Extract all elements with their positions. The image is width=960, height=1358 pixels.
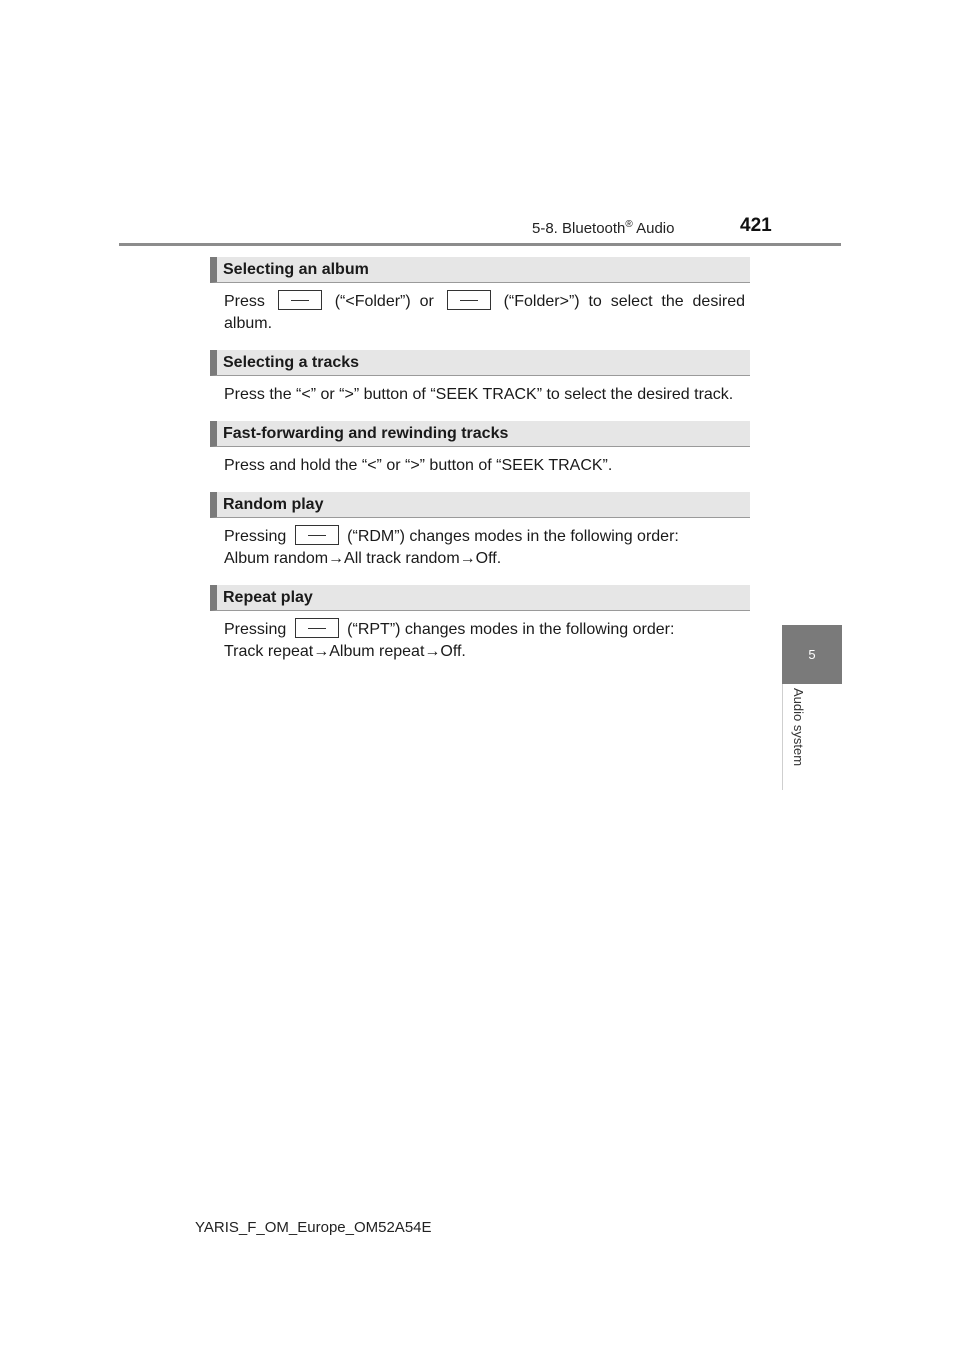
page-content xyxy=(210,257,750,678)
section-body: Press (“<Folder”) or (“Folder>”) to select the desired album. xyxy=(210,291,750,335)
registered-mark: ® xyxy=(625,219,633,230)
section-heading: Random play xyxy=(210,492,750,518)
page-number: 421 xyxy=(740,215,772,236)
section-heading: Selecting an album xyxy=(210,257,750,283)
section-selecting-tracks xyxy=(210,350,750,406)
header-divider xyxy=(119,243,841,246)
section-selecting-album xyxy=(210,257,750,335)
document-code: YARIS_F_OM_Europe_OM52A54E xyxy=(195,1219,432,1236)
rpt-button-icon xyxy=(295,618,339,638)
section-random-play xyxy=(210,492,750,570)
section-heading: Selecting a tracks xyxy=(210,350,750,376)
chapter-label: Audio system xyxy=(791,688,806,767)
chapter-tab-line xyxy=(782,684,783,790)
section-heading: Repeat play xyxy=(210,585,750,611)
section-heading: Fast-forwarding and rewinding tracks xyxy=(210,421,750,447)
rdm-button-icon xyxy=(295,525,339,545)
section-body: Pressing (“RDM”) changes modes in the following order: Album random→All track random→Off. xyxy=(210,526,750,570)
section-body: Press and hold the “<” or “>” button of “SEEK TRACK”. xyxy=(224,457,613,474)
folder-down-button-icon xyxy=(278,290,322,310)
section-repeat-play xyxy=(210,585,750,663)
chapter-number: 5 xyxy=(808,647,816,662)
section-body: Pressing (“RPT”) changes modes in the following order: Track repeat→Album repeat→Off. xyxy=(210,619,750,663)
chapter-tab[interactable] xyxy=(782,625,842,684)
header-section-title: 5-8. Bluetooth® Audio xyxy=(532,219,675,237)
section-body: Press the “<” or “>” button of “SEEK TRACK” to select the desired track. xyxy=(224,386,734,403)
section-fast-forwarding xyxy=(210,421,750,477)
folder-up-button-icon xyxy=(447,290,491,310)
